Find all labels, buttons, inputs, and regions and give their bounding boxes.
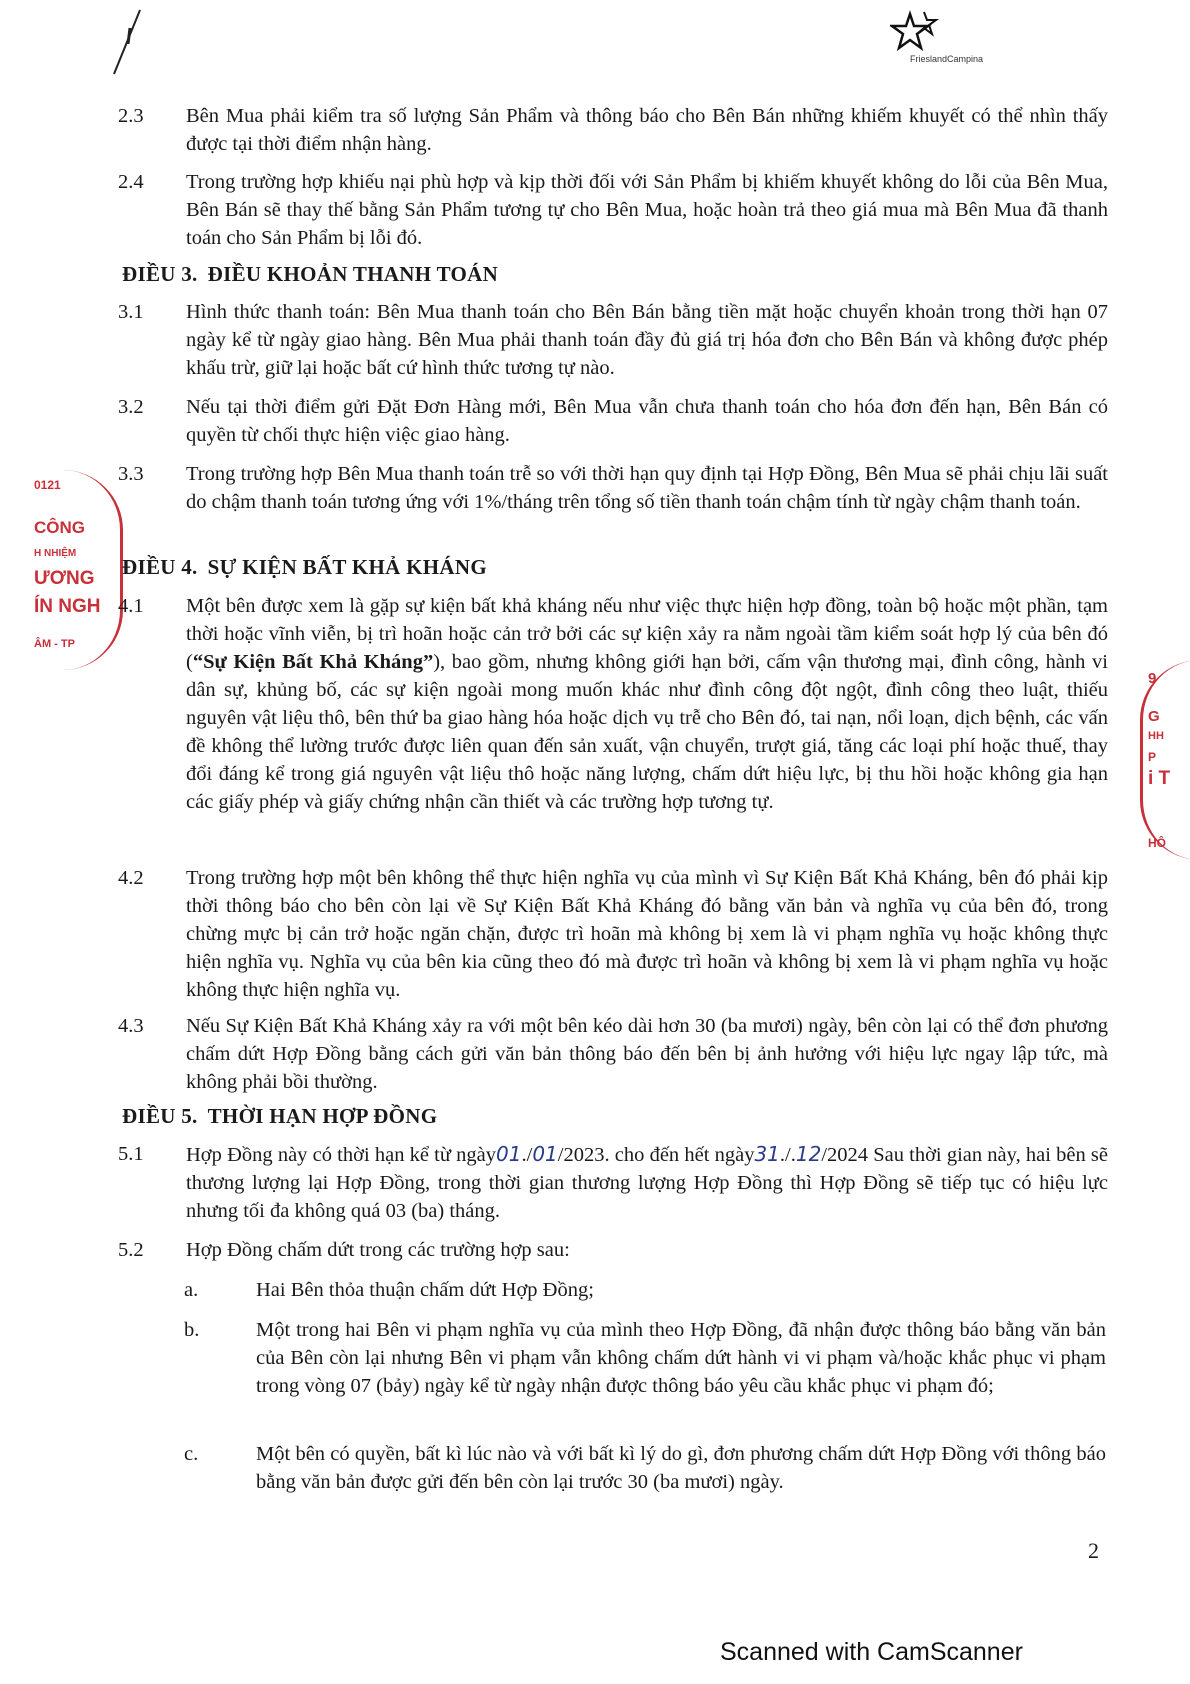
clause-3-2 xyxy=(118,393,1108,449)
clause-number: 3.1 xyxy=(118,301,144,323)
star-logo-icon xyxy=(890,10,940,55)
clause-4-1 xyxy=(118,592,1108,816)
handwritten-day: 01 xyxy=(496,1142,522,1166)
clause-number: 5.1 xyxy=(118,1143,144,1165)
clause-text-part: /2023. cho đến hết ngày xyxy=(557,1144,755,1166)
handwritten-month: 12 xyxy=(795,1142,822,1166)
stamp-left-line: CÔNG xyxy=(34,518,85,537)
article-title: THỜI HẠN HỢP ĐỒNG xyxy=(207,1104,438,1128)
clause-2-3 xyxy=(118,102,1108,158)
stamp-left-line: H NHIỆM xyxy=(34,548,77,559)
clause-4-2 xyxy=(118,864,1108,1004)
article-label: ĐIỀU 5. xyxy=(122,1104,198,1128)
clause-text-part: Hợp Đồng này có thời hạn kể từ ngày xyxy=(186,1144,497,1166)
article-label: ĐIỀU 3. xyxy=(122,262,198,286)
clause-number: 4.2 xyxy=(118,867,144,889)
article-label: ĐIỀU 4. xyxy=(122,555,198,579)
clause-number: 2.3 xyxy=(118,105,144,127)
clause-text: Trong trường hợp khiếu nại phù hợp và kịp thời đối với Sản Phẩm bị khiếm khuyết không do lỗi của Bên Mua, Bên Bán sẽ thay thế bằng Sản Phẩm tương tự cho Bên Mua, hoặc hoàn trả theo giá mua mà Bên Mua đã thanh toán cho Sản Phẩm bị lỗi đó. xyxy=(186,171,1108,249)
clause-2-4 xyxy=(118,168,1108,252)
clause-number: 5.2 xyxy=(118,1239,144,1261)
pen-stroke-mark xyxy=(110,8,150,78)
clause-text: Trong trường hợp một bên không thể thực hiện nghĩa vụ của mình vì Sự Kiện Bất Khả Kháng, bên đó phải kịp thời thông báo cho bên còn lại về Sự Kiện Bất Khả Kháng đó bằng văn bản và nghĩa vụ của bên đó, trong chừng mực bị cản trở hoặc ngăn chặn, được trì hoãn mà không bị xem là vi phạm nghĩa vụ hoặc không thực hiện nghĩa vụ. Nghĩa vụ của bên kia cũng theo đó mà được trì hoãn và không bị xem là vi phạm nghĩa vụ hoặc không thực hiện nghĩa vụ. xyxy=(186,867,1108,1001)
article-4-heading xyxy=(122,555,487,580)
clause-number: 3.3 xyxy=(118,463,144,485)
sub-item-letter: b. xyxy=(184,1319,200,1341)
stamp-right-line: HH xyxy=(1148,730,1164,742)
article-title: ĐIỀU KHOẢN THANH TOÁN xyxy=(207,262,499,286)
clause-text-part: Một bên được xem là gặp sự kiện bất khả kháng nếu như việc thực hiện hợp đồng, toàn bộ hoặc một phần, tạm thời hoặc vĩnh viễn, bị trì hoãn hoặc cản trở bởi các sự kiện xảy ra nằm ngoài tầm kiểm soát hợp lý của bên đó ( xyxy=(186,595,1108,673)
clause-text: Bên Mua phải kiểm tra số lượng Sản Phẩm và thông báo cho Bên Bán những khiếm khuyết có thể nhìn thấy được tại thời điểm nhận hàng. xyxy=(186,105,1108,155)
clause-5-2 xyxy=(118,1236,1108,1264)
clause-text: Trong trường hợp Bên Mua thanh toán trễ so với thời hạn quy định tại Hợp Đồng, Bên Mua sẽ phải chịu lãi suất do chậm thanh toán tương ứng với 1%/tháng trên tổng số tiền thanh toán chậm tính từ ngày chậm thanh toán. xyxy=(186,463,1108,513)
page-number: 2 xyxy=(1088,1538,1099,1563)
red-stamp-left xyxy=(30,470,110,670)
handwritten-month: 01 xyxy=(532,1142,558,1166)
stamp-left-line: ÂM - TP xyxy=(34,638,75,650)
stamp-right-line: HÔ xyxy=(1148,836,1166,850)
red-stamp-right xyxy=(1140,660,1190,860)
clause-text-part: ), bao gồm, nhưng không giới hạn bởi, cấm vận thương mại, đình công, hành vi dân sự, khủng bố, các sự kiện ngoài mong muốn khác như đình công đột ngột, đình công theo luật, thiếu nguyên vật liệu thô, bên thứ ba giao hàng hóa hoặc dịch vụ trễ cho Bên đó, tai nạn, nổi loạn, dịch bệnh, các vấn đề không thể lường trước được liên quan đến sản xuất, vận chuyển, trượt giá, tăng các loại phí hoặc thuế, thay đổi đáng kể trong giá nguyên vật liệu thô hoặc năng lượng, chấm dứt hiệu lực, bị thu hồi hoặc không gia hạn các giấy phép và giấy chứng nhận cần thiết và các trường hợp tương tự. xyxy=(186,651,1108,813)
article-3-heading xyxy=(122,262,498,287)
clause-number: 2.4 xyxy=(118,171,144,193)
clause-text-part: /2024 Sau thời gian này, hai bên sẽ thương lượng lại Hợp Đồng, trong thời gian thương lượng Hợp Đồng thì Hợp Đồng sẽ tiếp tục có hiệu lực nhưng tối đa không quá 03 (ba) tháng. xyxy=(186,1144,1108,1222)
sub-item-letter: c. xyxy=(184,1443,199,1465)
company-logo xyxy=(880,10,1030,70)
clause-text: Hợp Đồng chấm dứt trong các trường hợp sau: xyxy=(186,1239,570,1261)
sub-item-letter: a. xyxy=(184,1279,199,1301)
stamp-right-line: P xyxy=(1148,750,1157,764)
clause-4-3 xyxy=(118,1012,1108,1096)
stamp-right-line: G xyxy=(1148,708,1160,725)
clause-text: Hình thức thanh toán: Bên Mua thanh toán cho Bên Bán bằng tiền mặt hoặc chuyển khoản trong thời hạn 07 ngày kể từ ngày giao hàng. Bên Mua phải thanh toán đầy đủ giá trị hóa đơn cho Bên Bán và không được phép khấu trừ, giữ lại hoặc bất cứ hình thức tương tự nào. xyxy=(186,301,1108,379)
clause-number: 3.2 xyxy=(118,396,144,418)
camscanner-watermark: Scanned with CamScanner xyxy=(720,1638,1023,1666)
sub-item-a xyxy=(184,1276,1106,1304)
clause-number: 4.1 xyxy=(118,595,144,617)
defined-term: “Sự Kiện Bất Khả Kháng” xyxy=(192,651,434,673)
clause-text: Nếu tại thời điểm gửi Đặt Đơn Hàng mới, Bên Mua vẫn chưa thanh toán cho hóa đơn đến hạn, Bên Bán có quyền từ chối thực hiện việc giao hàng. xyxy=(186,396,1108,446)
article-5-heading xyxy=(122,1104,437,1129)
logo-brand-text: FrieslandCampina xyxy=(910,54,984,64)
clause-text: Nếu Sự Kiện Bất Khả Kháng xảy ra với một bên kéo dài hơn 30 (ba mươi) ngày, bên còn lại có thể đơn phương chấm dứt Hợp Đồng bằng cách gửi văn bản thông báo đến bên bị ảnh hưởng với hiệu lực ngay lập tức, mà không phải bồi thường. xyxy=(186,1015,1108,1093)
sub-item-b xyxy=(184,1316,1106,1400)
handwritten-day: 31 xyxy=(754,1142,780,1166)
sub-item-text: Một trong hai Bên vi phạm nghĩa vụ của mình theo Hợp Đồng, đã nhận được thông báo bằng văn bản của Bên còn lại nhưng Bên vi phạm vẫn không chấm dứt hành vi vi phạm và/hoặc khắc phục vi phạm trong vòng 07 (bảy) ngày kể từ ngày nhận được thông báo yêu cầu khắc phục vi phạm đó; xyxy=(256,1319,1106,1397)
clause-5-1: 5.1 Hợp Đồng này có thời hạn kể từ ngày01./01/2023. cho đến hết ngày31./.12/2024 Sau thời gian này, hai bên sẽ thương lượng lại Hợp Đồng, trong thời gian thương lượng Hợp Đồng thì Hợp Đồng sẽ tiếp tục có hiệu lực nhưng tối đa không quá 03 (ba) tháng. xyxy=(118,1142,1108,1222)
sub-item-c xyxy=(184,1440,1106,1496)
stamp-left-line: ÍN NGH xyxy=(34,596,101,617)
stamp-left-line: 0121 xyxy=(34,478,61,492)
sub-item-text: Hai Bên thỏa thuận chấm dứt Hợp Đồng; xyxy=(256,1279,594,1301)
clause-3-1 xyxy=(118,298,1108,382)
clause-3-3 xyxy=(118,460,1108,516)
stamp-left-line: ƯƠNG xyxy=(34,568,95,589)
article-title: SỰ KIỆN BẤT KHẢ KHÁNG xyxy=(207,555,487,579)
clause-number: 4.3 xyxy=(118,1015,144,1037)
stamp-right-line: i T xyxy=(1148,768,1171,789)
stamp-right-line: 9 xyxy=(1148,670,1157,687)
sub-item-text: Một bên có quyền, bất kì lúc nào và với bất kì lý do gì, đơn phương chấm dứt Hợp Đồng với thông báo bằng văn bản được gửi đến bên còn lại trước 30 (ba mươi) ngày. xyxy=(256,1443,1106,1493)
